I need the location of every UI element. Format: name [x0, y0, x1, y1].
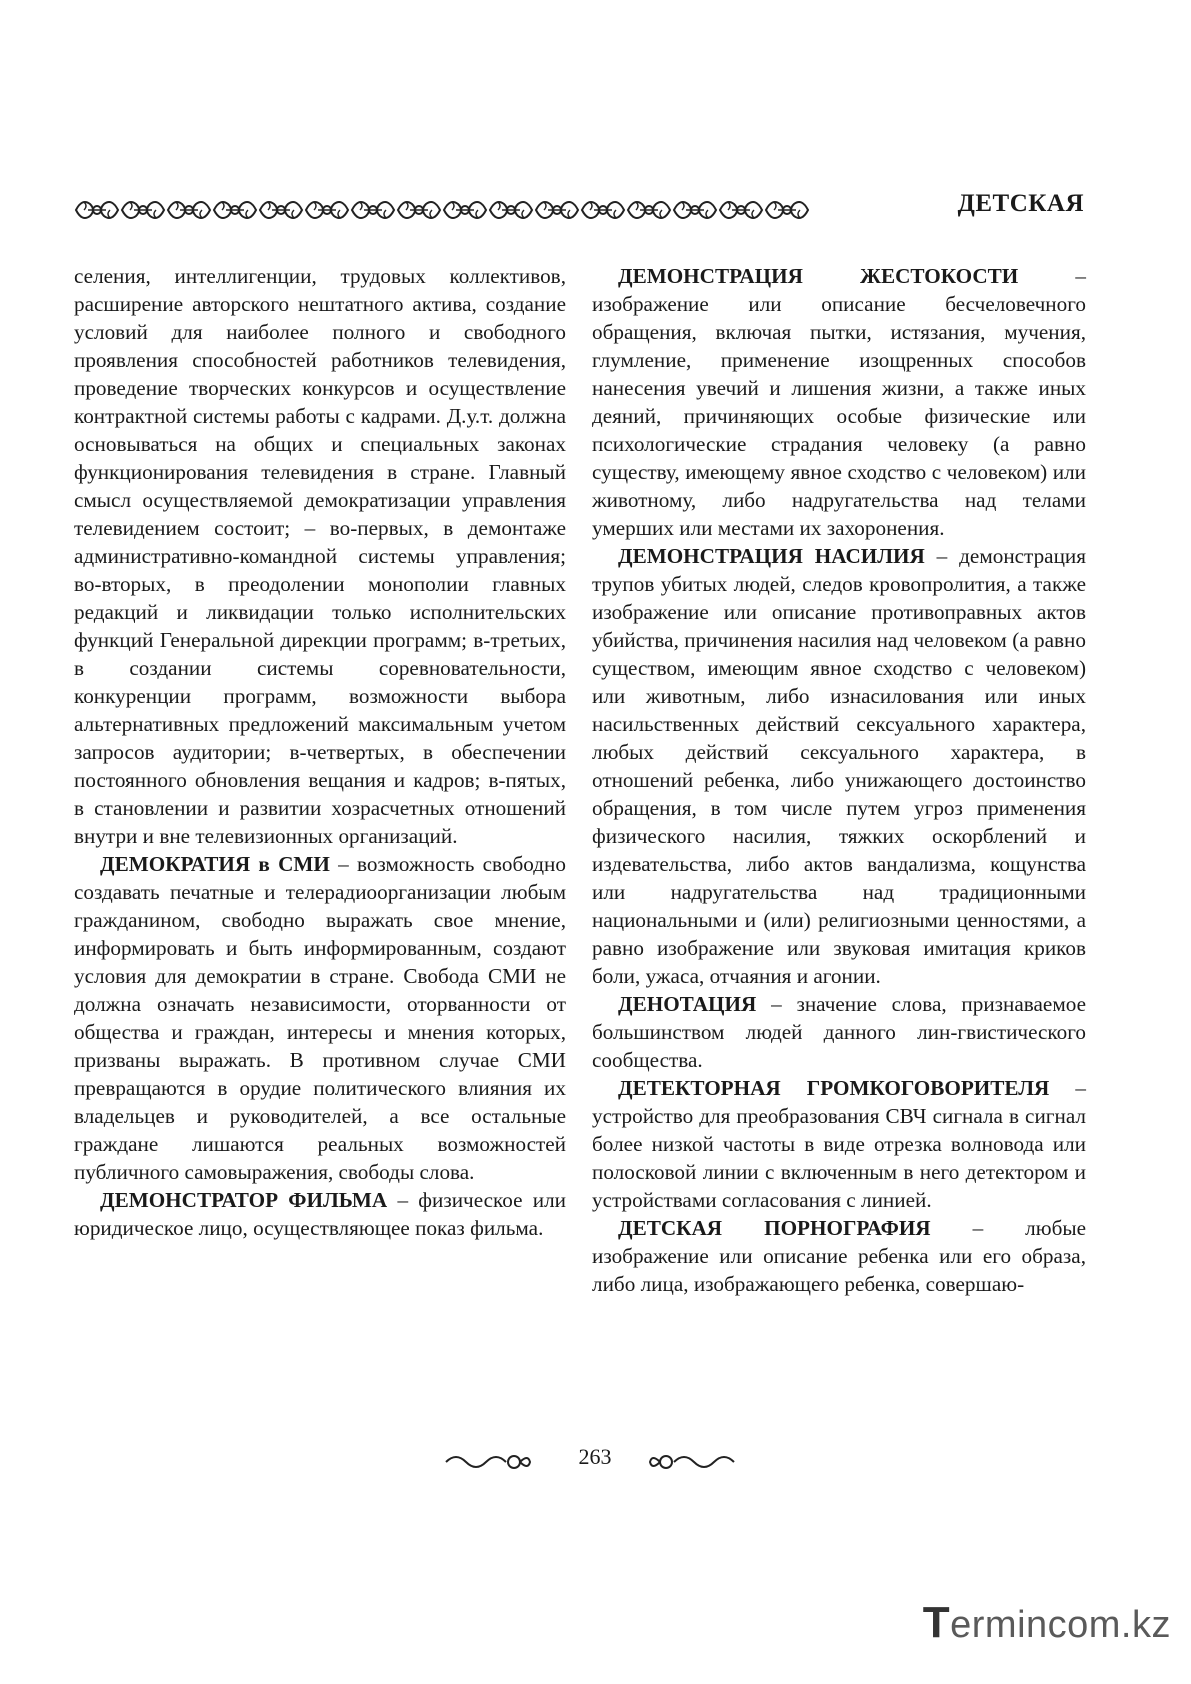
dictionary-entry [592, 1074, 1086, 1214]
entry-term: ДЕМОНСТРАТОР ФИЛЬМА [100, 1188, 388, 1212]
watermark-rest: ermincom.kz [950, 1604, 1171, 1646]
entry-definition: – возможность свободно создавать печатные и телерадиоорганизации любым гражданином, свободно выражать свое мнение, информировать и быть информированным, создают условия для демократии в стране. Свобода СМИ не должна означать независимости, оторванности от общества и граждан, интересы и мнения которых, призваны выражать. В противном случае СМИ превращаются в орудие политического влияния их владельцев и руководителей, а все остальные граждане лишаются реальных возможностей публичного самовыражения, свободы слова. [74, 852, 566, 1184]
entry-definition: – значение слова, признаваемое большинством людей данного лин-гвистического сообщества. [592, 992, 1086, 1072]
page-number: 263 [578, 1444, 612, 1469]
entry-term: ДЕМОНСТРАЦИЯ НАСИЛИЯ [618, 544, 925, 568]
right-column [592, 262, 1086, 1298]
entry-definition: – демонстрация трупов убитых людей, следов кровопролития, а также изображение или описание противоправных актов убийства, причинения насилия над человеком (а равно существом, имеющим явное сходство с человеком) или животным, либо изнасилования или иных насильственных действий сексуального характера, любых действий сексуального характера, в отношений ребенка, либо унижающего достоинство обращения, в том числе путем угроз применения физического насилия, тяжких оскорблений и издевательства, либо актов вандализма, кощунства или надругательства над традиционными национальными и (или) религиозными ценностями, а равно изображение или звуковая имитация криков боли, ужаса, отчаяния и агонии. [592, 544, 1086, 988]
dictionary-entry [592, 990, 1086, 1074]
entry-term: ДЕТЕКТОРНАЯ ГРОМКОГОВОРИТЕЛЯ [618, 1076, 1050, 1100]
header-ornament [74, 194, 810, 226]
dictionary-entry [74, 1186, 566, 1242]
entry-term: ДЕМОНСТРАЦИЯ ЖЕСТОКОСТИ [618, 264, 1019, 288]
watermark-first-letter: T [922, 1598, 951, 1647]
entry-definition: – физическое или юридическое лицо, осуществляющее показ фильма. [74, 1188, 566, 1240]
footer-ornament-left-icon [442, 1448, 532, 1476]
running-head: ДЕТСКАЯ [957, 190, 1084, 217]
entry-definition: – устройство для преобразования СВЧ сигнала в сигнал более низкой частоты в виде отрезка волновода или полосковой линии с включенным в него детектором и устройствами согласования с линией. [592, 1076, 1087, 1212]
entry-term: ДЕНОТАЦИЯ [618, 992, 757, 1016]
left-column [74, 262, 566, 1242]
site-watermark [923, 1598, 1171, 1648]
dictionary-entry [74, 850, 566, 1186]
continued-paragraph: селения, интеллигенции, трудовых коллективов, расширение авторского нештатного актива, создание условий для наиболее полного и свободного проявления способностей работников телевидения, проведение творческих конкурсов и осуществление контрактной системы работы с кадрами. Д.у.т. должна основываться на общих и специальных законах функционирования телевидения в стране. Главный смысл осуществляемой демократизации управления телевидением состоит; – во-первых, в демонтаже административно-командной системы управления; во-вторых, в преодолении монополии главных редакций и ликвидации только исполнительских функций Генеральной дирекции программ; в-третьих, в создании системы соревновательности, конкуренции программ, возможности выбора альтернативных предложений максимальным учетом запросов аудитории; в-четвертых, в обеспечении постоянного обновления вещания и кадров; в-пятых, в становлении и развитии хозрасчетных отношений внутри и вне телевизионных организаций. [74, 264, 566, 848]
entry-term: ДЕМОКРАТИЯ в СМИ [100, 852, 330, 876]
footer-ornament-right-icon [648, 1448, 738, 1476]
entry-definition: – любые изображение или описание ребенка или его образа, либо лица, изображающего ребенка, совершаю- [592, 1216, 1086, 1296]
entry-term: ДЕТСКАЯ ПОРНОГРАФИЯ [618, 1216, 931, 1240]
dictionary-entry [592, 262, 1086, 542]
dictionary-entry [592, 1214, 1086, 1298]
entry-definition: – изображение или описание бесчеловечного обращения, включая пытки, истязания, мучения, глумление, применение изощренных способов нанесения увечий и лишения жизни, а также иных деяний, причиняющих особые физические или психологические страдания человеку (а равно существу, имеющему явное сходство с человеком) или животному, либо надругательства над телами умерших или местами их захоронения. [592, 264, 1086, 540]
dictionary-entry [592, 542, 1086, 990]
